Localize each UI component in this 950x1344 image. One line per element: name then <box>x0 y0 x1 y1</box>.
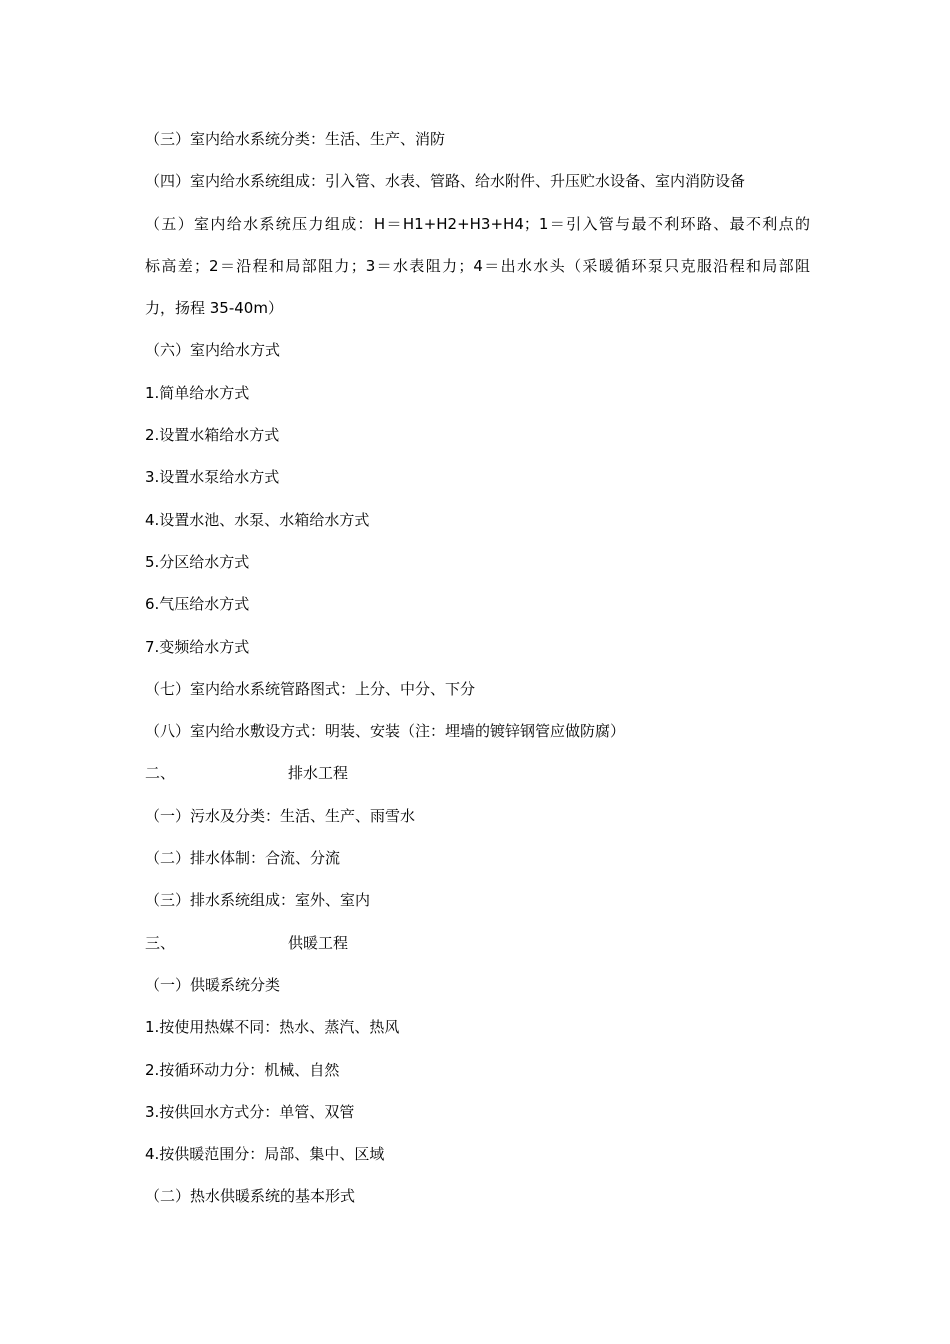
list-item: 5.分区给水方式 <box>145 552 250 571</box>
text-line: （二）热水供暖系统的基本形式 <box>145 1187 356 1206</box>
list-item: 2.设置水箱给水方式 <box>145 426 280 445</box>
text-line: 力，扬程 35-40m） <box>145 299 283 318</box>
list-item: 3.按供回水方式分：单管、双管 <box>145 1102 355 1121</box>
section-title: 供暖工程 <box>288 933 349 952</box>
text-line: （四）室内给水系统组成：引入管、水表、管路、给水附件、升压贮水设备、室内消防设备 <box>145 172 746 191</box>
text-line: （一）供暖系统分类 <box>145 975 281 994</box>
text-line: （五）室内给水系统压力组成：H＝H1+H2+H3+H4；1＝引入管与最不利环路、最不利点的 <box>145 214 810 233</box>
section-number: 三、 <box>145 933 176 952</box>
pressure-paragraph <box>145 203 810 330</box>
text-line: 标高差；2＝沿程和局部阻力；3＝水表阻力；4＝出水水头（采暖循环泵只克服沿程和局部阻 <box>145 256 810 275</box>
list-item: 1.按使用热媒不同：热水、蒸汽、热风 <box>145 1018 400 1037</box>
text-line: （三）排水系统组成：室外、室内 <box>145 891 371 910</box>
list-item: 3.设置水泵给水方式 <box>145 468 280 487</box>
section-heading-heating <box>145 922 810 964</box>
text-line: （八）室内给水敷设方式：明装、安装（注：埋墙的镀锌钢管应做防腐） <box>145 722 626 741</box>
list-item: 4.按供暖范围分：局部、集中、区域 <box>145 1145 385 1164</box>
text-line: （一）污水及分类：生活、生产、雨雪水 <box>145 806 416 825</box>
section-title: 排水工程 <box>288 764 349 783</box>
list-item: 6.气压给水方式 <box>145 595 250 614</box>
text-line: （七）室内给水系统管路图式：上分、中分、下分 <box>145 679 476 698</box>
text-line: （三）室内给水系统分类：生活、生产、消防 <box>145 130 446 148</box>
section-number: 二、 <box>145 764 176 783</box>
list-item: 2.按循环动力分：机械、自然 <box>145 1060 340 1079</box>
document-body <box>145 118 810 1218</box>
list-item: 7.变频给水方式 <box>145 637 250 656</box>
list-item: 1.简单给水方式 <box>145 383 250 402</box>
text-line: （二）排水体制：合流、分流 <box>145 849 341 868</box>
text-line: （六）室内给水方式 <box>145 341 281 360</box>
section-heading-drainage <box>145 752 810 794</box>
list-item: 4.设置水池、水泵、水箱给水方式 <box>145 510 370 529</box>
